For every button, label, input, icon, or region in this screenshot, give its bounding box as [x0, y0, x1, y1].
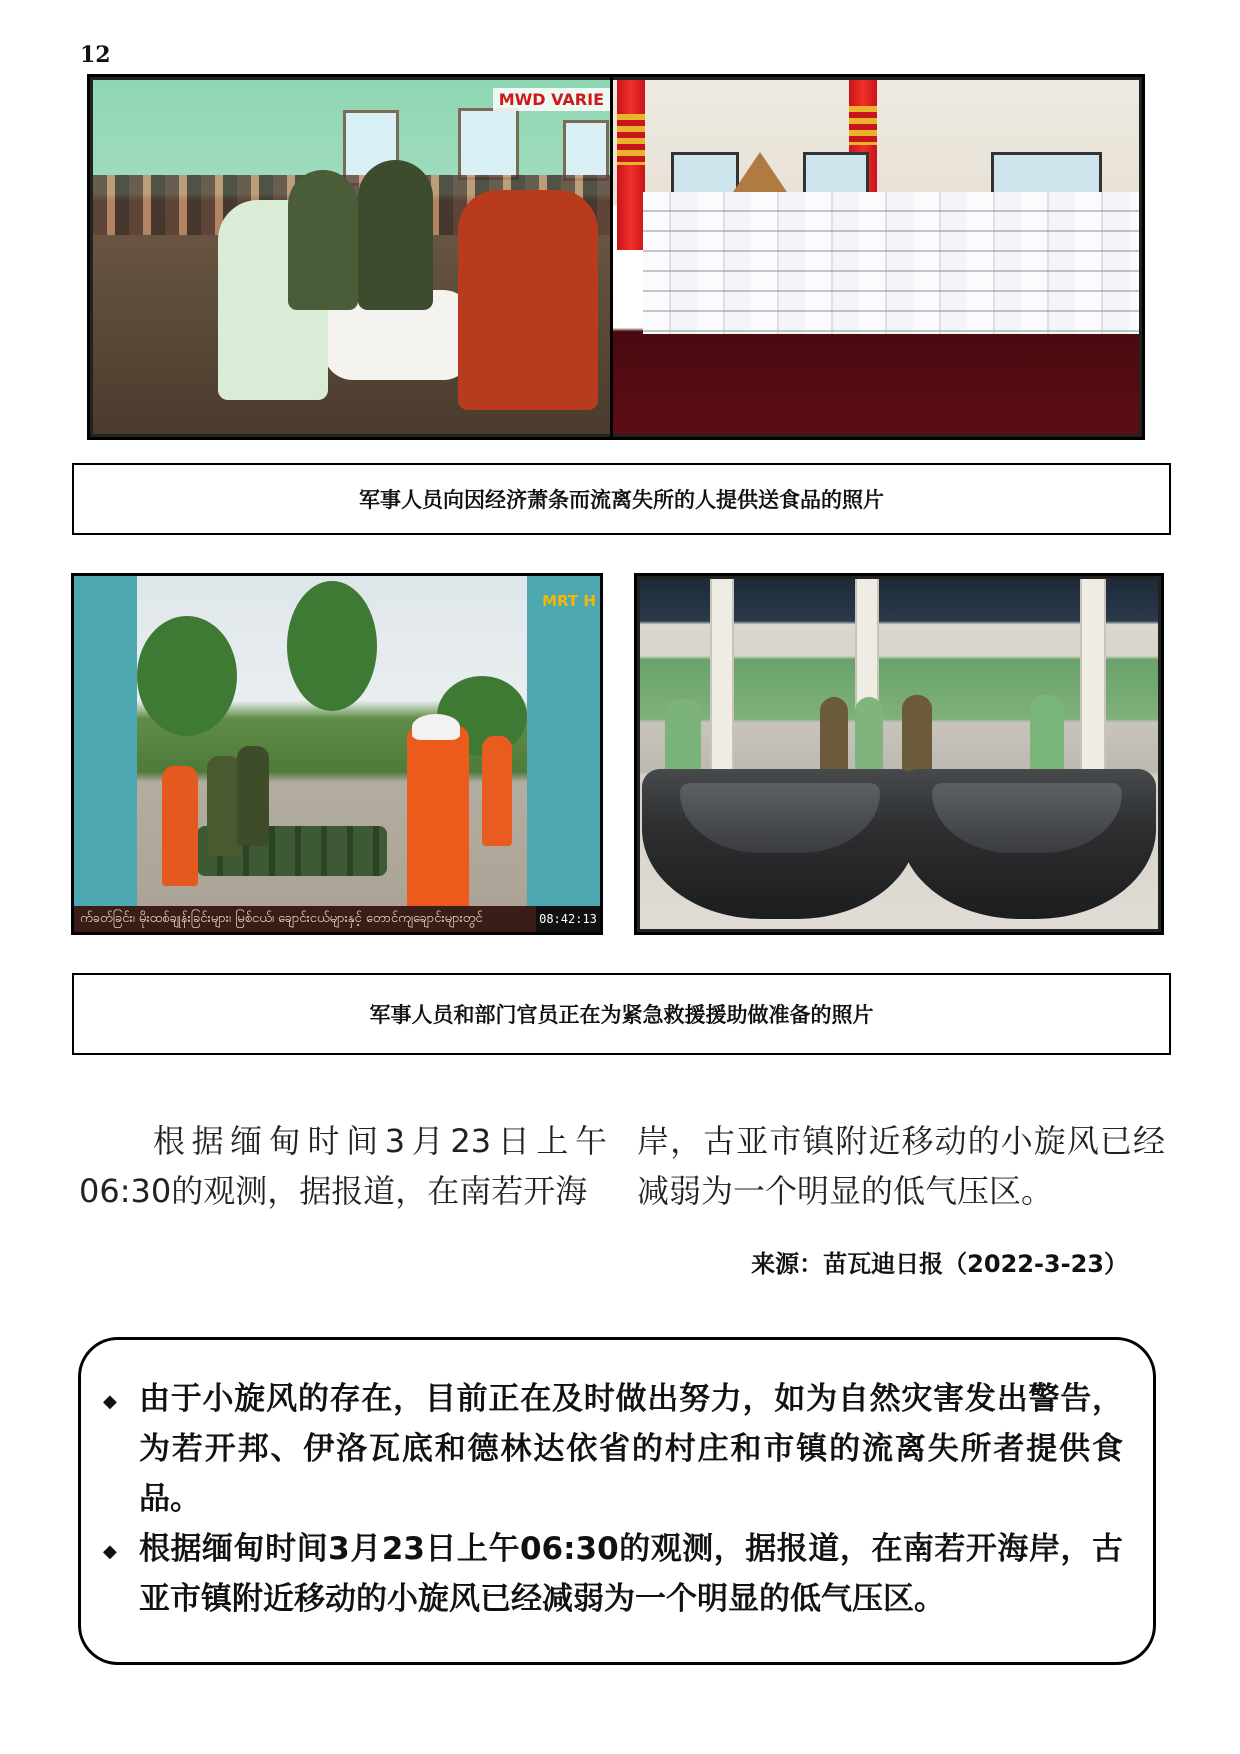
photo-rescue-boats — [640, 579, 1158, 929]
photo-frame-rescue-street — [71, 573, 603, 935]
photo-rescue-workers — [137, 576, 527, 932]
photo-rice-sacks — [613, 80, 1139, 434]
diamond-bullet-icon: ◆ — [103, 1541, 117, 1562]
tv-news-ticker: က်ခတ်ခြင်း၊ မိုးထစ်ချုန်းခြင်းများ၊ မြစ်ငယ်၊ ချောင်းငယ်များနှင့် တောင်ကျချောင်းများတွင် — [74, 906, 536, 932]
tv-ticker-time: 08:42:13 — [536, 906, 600, 932]
tv-logo-mrt: MRT H — [542, 592, 596, 610]
photo-caption-1: 军事人员向因经济萧条而流离失所的人提供送食品的照片 — [72, 463, 1171, 535]
photo-frame-boats — [634, 573, 1164, 935]
photo-donation-hall — [93, 80, 610, 434]
summary-item-text: 由于小旋风的存在，目前正在及时做出努力，如为自然灾害发出警告，为若开邦、伊洛瓦底和德林达依省的村庄和市镇的流离失所者提供食品。 — [139, 1381, 1123, 1517]
summary-item — [81, 1374, 1123, 1524]
summary-item — [81, 1524, 1123, 1624]
summary-list — [81, 1340, 1153, 1624]
article-source: 来源：苗瓦迪日报（2022-3-23） — [751, 1250, 1128, 1278]
article-column-right: 岸，古亚市镇附近移动的小旋风已经减弱为一个明显的低气压区。 — [637, 1122, 1165, 1210]
summary-item-text: 根据缅甸时间3月23日上午06:30的观测，据报道，在南若开海岸，古亚市镇附近移动的小旋风已经减弱为一个明显的低气压区。 — [139, 1531, 1123, 1617]
photo-row-top — [87, 74, 1145, 440]
page-number: 12 — [80, 42, 111, 68]
tv-logo-mwd: MWD VARIE — [493, 88, 610, 111]
photo-caption-2: 军事人员和部门官员正在为紧急救援援助做准备的照片 — [72, 973, 1171, 1055]
diamond-bullet-icon: ◆ — [103, 1391, 117, 1412]
article-column-left: 根据缅甸时间3月23日上午06:30的观测，据报道，在南若开海 — [79, 1122, 607, 1210]
summary-box — [78, 1337, 1156, 1665]
